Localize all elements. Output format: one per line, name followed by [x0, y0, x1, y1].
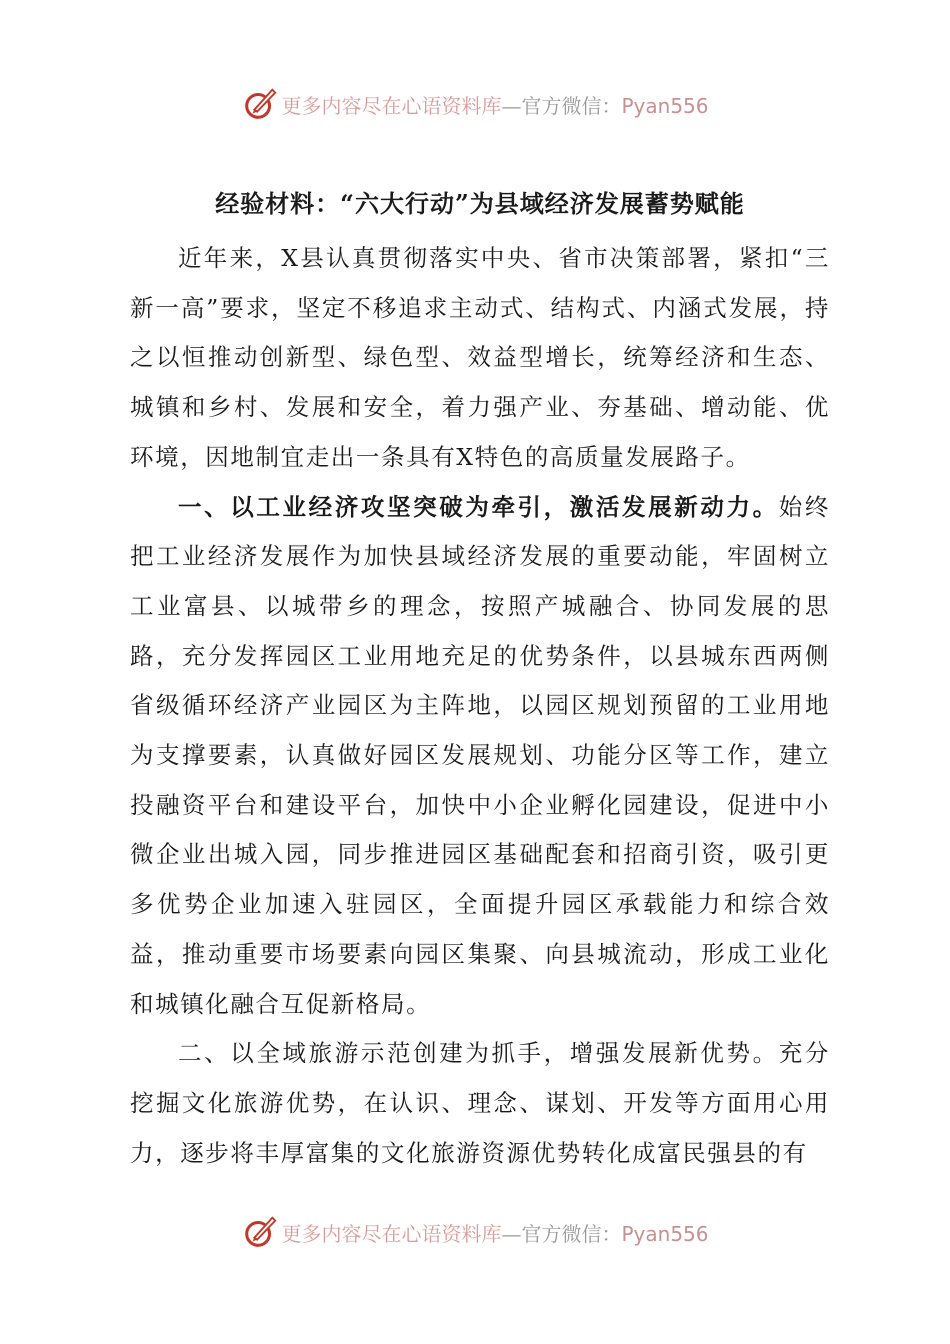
quill-logo-icon [241, 1213, 279, 1251]
watermark-separator: — [501, 93, 522, 118]
watermark-wechat-label: 官方微信： [521, 93, 622, 118]
document-body [130, 182, 830, 1178]
section-2-heading: 二、以全域旅游示范创建为抓手，增强发展新优势。 [178, 1039, 779, 1068]
section-1-paragraph [130, 483, 830, 1030]
intro-paragraph: 近年来，X县认真贯彻落实中央、省市决策部署，紧扣“三新一高”要求，坚定不移追求主动式、结构式、内涵式发展，持之以恒推动创新型、绿色型、效益型增长，统筹经济和生态、城镇和乡村、发展和安全，着力强产业、夯基础、增动能、优环境，因地制宜走出一条具有X特色的高质量发展路子。 [130, 244, 830, 471]
watermark-text: 更多内容尽在心语资料库 [281, 1221, 502, 1246]
watermark-banner-bottom [0, 1212, 950, 1252]
watermark-separator: — [501, 1221, 522, 1246]
watermark-wechat-id: Pyan556 [621, 1221, 709, 1246]
watermark-wechat-label: 官方微信： [521, 1221, 622, 1246]
document-title: 经验材料：“六大行动”为县域经济发展蓄势赋能 [215, 189, 745, 218]
quill-logo-icon [241, 85, 279, 123]
watermark-wechat-id: Pyan556 [621, 93, 709, 118]
section-1-body: 始终把工业经济发展作为加快县域经济发展的重要动能，牢固树立工业富县、以城带乡的理念，按照产城融合、协同发展的思路，充分发挥园区工业用地充足的优势条件，以县城东西两侧省级循环经济产业园区为主阵地，以园区规划预留的工业用地为支撑要素，认真做好园区发展规划、功能分区等工作，建立投融资平台和建设平台，加快中小企业孵化园建设，促进中小微企业出城入园，同步推进园区基础配套和招商引资，吸引更多优势企业加速入驻园区，全面提升园区承载能力和综合效益，推动重要市场要素向园区集聚、向县城流动，形成工业化和城镇化融合互促新格局。 [130, 492, 830, 1018]
section-1-heading: 一、以工业经济攻坚突破为牵引，激活发展新动力。 [178, 492, 779, 521]
section-2-paragraph [130, 1029, 830, 1178]
watermark-banner-top [0, 84, 950, 124]
section-2-body: 充分挖掘文化旅游优势，在认识、理念、谋划、开发等方面用心用力，逐步将丰厚富集的文化旅游资源优势转化成富民强县的有 [130, 1039, 830, 1167]
watermark-text: 更多内容尽在心语资料库 [281, 93, 502, 118]
